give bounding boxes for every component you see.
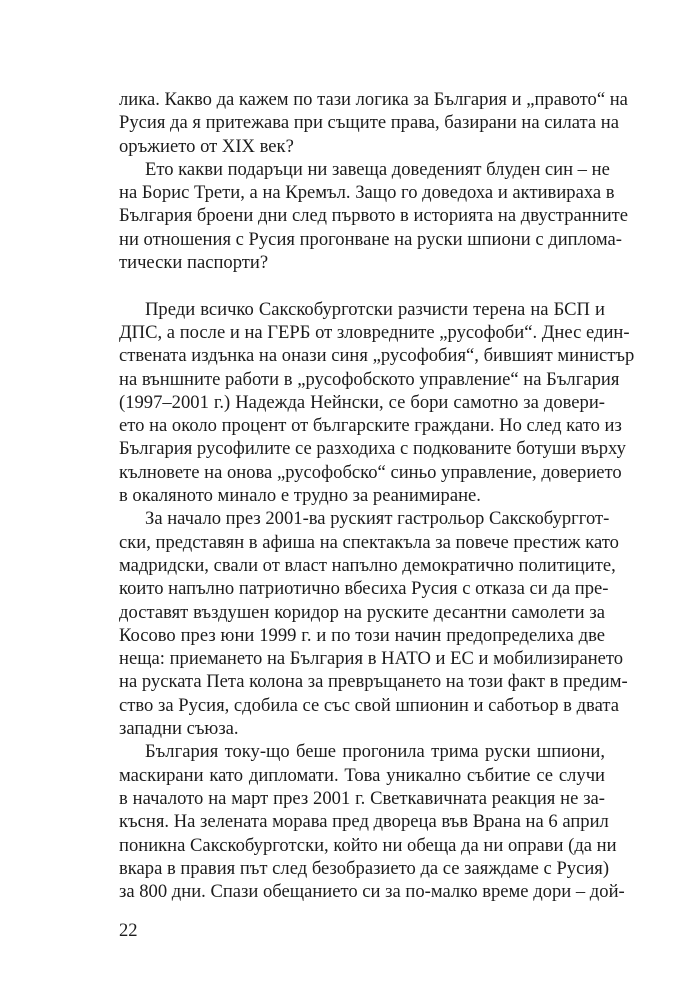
paragraph-5 [119,740,625,903]
text-line: късня. На зелената морава пред двореца във Врана на 6 април [119,811,609,833]
text-line: ДПС, а после и на ГЕРБ от зловредните „русофоби“. Днес един- [119,321,630,343]
text-line: на руската Пета колона за превръщането на този факт в предим- [119,671,628,693]
paragraph-1 [119,88,628,158]
text-line: в началото на март през 2001 г. Светкавичната реакция не за- [119,787,605,809]
text-line: за 800 дни. Спази обещанието си за по-малко време дори – дой- [119,881,625,903]
text-line: България броени дни след първото в историята на двустранните [119,205,629,227]
paragraph-2 [119,158,629,274]
paragraph-4 [119,507,628,740]
text-line: доставят въздушен коридор на руските десантни самолети за [119,601,605,623]
paragraph-3 [119,298,635,508]
text-line: Ето какви подаръци ни завеща доведеният блуден син – не [145,158,610,180]
section-gap [119,274,605,297]
text-line: на външните работи в „русофобското управление“ на България [119,368,620,390]
text-line: вкара в правия път след безобразието да се заяждаме с Русия) [119,857,610,879]
body-text [119,88,635,903]
text-line: България току-що беше прогонила трима руски шпиони, [145,741,605,763]
text-line: които напълно патриотично вбесиха Русия с отказа си да пре- [119,578,609,600]
text-line: България русофилите се разходиха с подкованите ботуши върху [119,438,626,460]
text-line: ето на около процент от българските граждани. Но след като из [119,415,622,437]
text-line: мадридски, свали от власт напълно демократично политиците, [119,554,616,576]
text-line: кълновете на онова „русофобско“ синьо управление, доверието [119,461,622,483]
page-number: 22 [119,920,138,941]
text-line: маскирани като дипломати. Това уникално събитие се случи [119,764,605,786]
text-line: оръжието от XIX век? [119,135,294,157]
text-line: Преди всичко Сакскобурготски разчисти терена на БСП и [145,298,605,320]
text-line: тически паспорти? [119,252,269,274]
text-line: (1997–2001 г.) Надежда Нейнски, се бори самотно за довери- [119,391,605,413]
text-line: ни отношения с Русия прогонване на руски шпиони с диплома- [119,228,622,250]
text-line: Косово през юни 1999 г. и по този начин предопределиха две [119,624,605,646]
text-line: лика. Какво да кажем по тази логика за България и „правото“ на [119,89,628,110]
text-line: западни съюза. [119,718,239,740]
text-line: неща: приемането на България в НАТО и ЕС и мобилизирането [119,648,624,670]
text-line: ство за Русия, сдобила се със свой шпионин и саботьор в двата [119,694,619,716]
text-line: в окаляното минало е трудно за реанимиране. [119,485,481,507]
text-line: ствената издънка на онази синя „русофобия“, бившият министър [119,345,635,367]
text-line: Русия да я притежава при същите права, базирани на силата на [119,112,619,134]
text-line: на Борис Трети, а на Кремъл. Защо го доведоха и активираха в [119,182,615,204]
text-line: ски, представян в афиша на спектакъла за повече престиж като [119,531,619,553]
text-line: За начало през 2001-ва руският гастрольор Сакскобурггот- [145,508,610,530]
text-line: поникна Сакскобурготски, който ни обеща да ни оправи (да ни [119,834,617,856]
